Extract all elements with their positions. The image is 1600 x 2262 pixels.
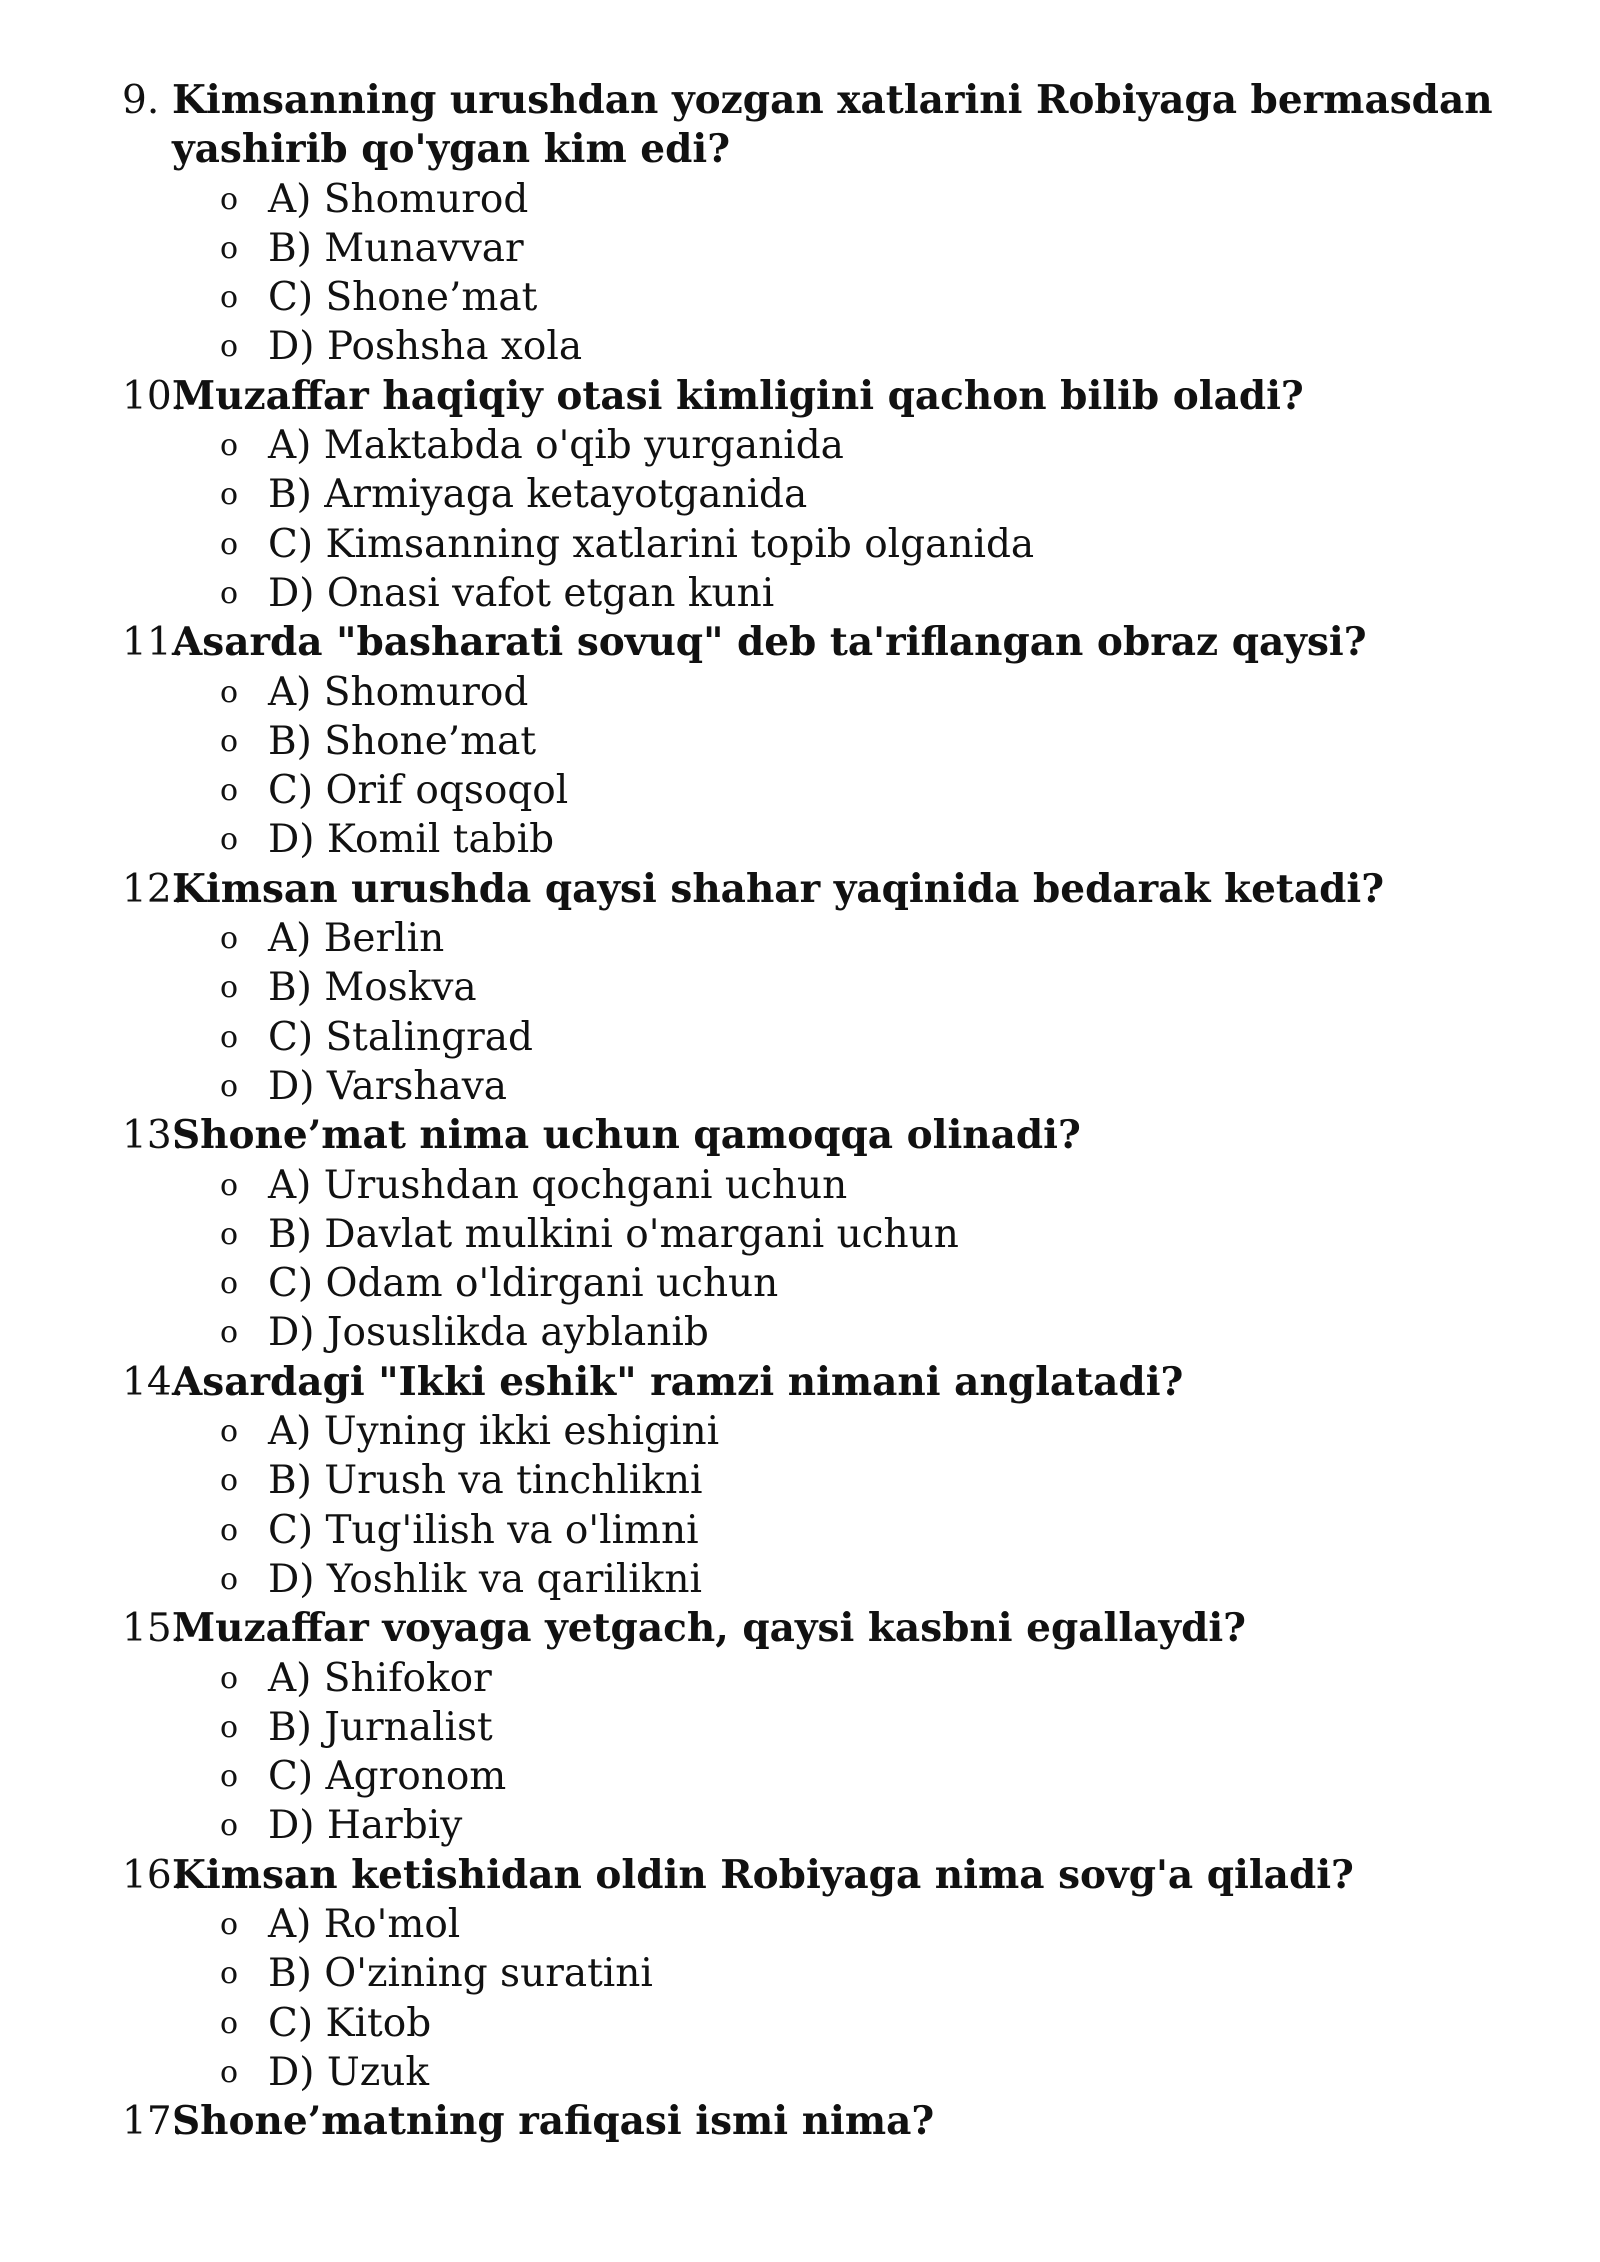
- answer-option: [0, 1407, 1600, 1456]
- question-line: [0, 1358, 1600, 1407]
- circle-bullet-icon: o: [220, 921, 239, 957]
- question-item: [0, 372, 1600, 618]
- question-line: [0, 865, 1600, 914]
- question-item: [0, 76, 1600, 372]
- circle-bullet-icon: o: [220, 1315, 239, 1351]
- answer-option-text: D) Harbiy: [268, 1803, 463, 1849]
- answer-option: [0, 1456, 1600, 1505]
- answer-option-text: A) Ro'mol: [268, 1901, 461, 1947]
- answer-option-text: D) Varshava: [268, 1063, 508, 1109]
- circle-bullet-icon: o: [220, 1167, 239, 1203]
- answer-option: [0, 1210, 1600, 1259]
- answer-option-text: C) Kimsanning xatlarini topib olganida: [268, 521, 1035, 567]
- answer-option-text: C) Agronom: [268, 1754, 507, 1800]
- question-number: 9.: [122, 78, 160, 123]
- question-text: Shone’matning rafiqasi ismi nima?: [172, 2098, 935, 2145]
- question-item: [0, 2097, 1600, 2146]
- question-line: [0, 1851, 1600, 1900]
- answer-option-text: B) O'zining suratini: [268, 1951, 653, 1997]
- circle-bullet-icon: o: [220, 1906, 239, 1942]
- answer-option-text: B) Armiyaga ketayotganida: [268, 472, 808, 518]
- circle-bullet-icon: o: [220, 970, 239, 1006]
- circle-bullet-icon: o: [220, 1019, 239, 1055]
- answer-option: [0, 1801, 1600, 1850]
- answer-option-text: C) Tug'ilish va o'limni: [268, 1507, 699, 1553]
- circle-bullet-icon: o: [220, 1266, 239, 1302]
- circle-bullet-icon: o: [220, 1709, 239, 1745]
- answer-option: [0, 175, 1600, 224]
- circle-bullet-icon: o: [220, 181, 239, 217]
- question-number: 17.: [122, 2099, 185, 2145]
- circle-bullet-icon: o: [220, 822, 239, 858]
- answer-option: [0, 520, 1600, 569]
- circle-bullet-icon: o: [220, 1660, 239, 1696]
- circle-bullet-icon: o: [220, 1068, 239, 1104]
- question-text: Asardagi "Ikki eshik" ramzi nimani anglatadi?: [172, 1358, 1184, 1405]
- circle-bullet-icon: o: [220, 1463, 239, 1499]
- question-line: [0, 2097, 1600, 2146]
- answer-option-text: D) Yoshlik va qarilikni: [268, 1556, 703, 1602]
- answer-option-text: A) Uyning ikki eshigini: [268, 1409, 720, 1455]
- answer-option-text: A) Maktabda o'qib yurganida: [268, 423, 844, 469]
- circle-bullet-icon: o: [220, 230, 239, 266]
- circle-bullet-icon: o: [220, 428, 239, 464]
- circle-bullet-icon: o: [220, 329, 239, 365]
- question-list: [0, 76, 1600, 2146]
- answer-option-text: A) Shomurod: [268, 669, 529, 715]
- circle-bullet-icon: o: [220, 674, 239, 710]
- circle-bullet-icon: o: [220, 1956, 239, 1992]
- answer-option: [0, 1259, 1600, 1308]
- answer-option-text: C) Shone’mat: [268, 275, 538, 321]
- answer-option-text: B) Urush va tinchlikni: [268, 1458, 703, 1504]
- answer-option-text: A) Berlin: [268, 916, 445, 962]
- answer-option: [0, 322, 1600, 371]
- answer-option: [0, 1062, 1600, 1111]
- question-text: Asarda "basharati sovuq" deb ta'riflangan obraz qaysi?: [172, 619, 1367, 666]
- circle-bullet-icon: o: [220, 280, 239, 316]
- circle-bullet-icon: o: [220, 2005, 239, 2041]
- answer-option: [0, 224, 1600, 273]
- answer-option-text: B) Munavvar: [268, 225, 524, 271]
- answer-option-text: C) Stalingrad: [268, 1014, 533, 1060]
- answer-option: [0, 1752, 1600, 1801]
- question-number: 12.: [122, 866, 185, 912]
- question-text: Muzaffar voyaga yetgach, qaysi kasbni egallaydi?: [172, 1605, 1247, 1652]
- answer-option-text: C) Orif oqsoqol: [268, 768, 569, 814]
- answer-option-text: D) Poshsha xola: [268, 324, 583, 370]
- answer-option-text: D) Uzuk: [268, 2049, 430, 2095]
- question-item: [0, 1111, 1600, 1357]
- answer-option: [0, 1308, 1600, 1357]
- answer-option-text: A) Shomurod: [268, 176, 529, 222]
- answer-option-text: A) Shifokor: [268, 1655, 492, 1701]
- answer-option: [0, 1555, 1600, 1604]
- question-item: [0, 865, 1600, 1111]
- answer-option-text: B) Davlat mulkini o'margani uchun: [268, 1211, 959, 1257]
- question-number: 11.: [122, 620, 185, 666]
- question-number: 15.: [122, 1606, 185, 1652]
- answer-option: [0, 1949, 1600, 1998]
- question-text: Kimsan ketishidan oldin Robiyaga nima sovg'a qiladi?: [172, 1851, 1354, 1898]
- question-item: [0, 618, 1600, 864]
- question-number: 16.: [122, 1852, 185, 1898]
- answer-option: [0, 766, 1600, 815]
- question-item: [0, 1851, 1600, 2097]
- answer-option: [0, 1161, 1600, 1210]
- question-line: [0, 1604, 1600, 1653]
- answer-option-text: D) Josuslikda ayblanib: [268, 1310, 709, 1356]
- question-line: [0, 372, 1600, 421]
- circle-bullet-icon: o: [220, 526, 239, 562]
- circle-bullet-icon: o: [220, 1414, 239, 1450]
- circle-bullet-icon: o: [220, 575, 239, 611]
- circle-bullet-icon: o: [220, 477, 239, 513]
- question-item: [0, 1604, 1600, 1850]
- question-number: 10.: [122, 373, 185, 419]
- answer-option: [0, 815, 1600, 864]
- circle-bullet-icon: o: [220, 1512, 239, 1548]
- answer-option: [0, 1703, 1600, 1752]
- answer-option: [0, 470, 1600, 519]
- answer-option-text: D) Onasi vafot etgan kuni: [268, 570, 775, 616]
- answer-option: [0, 1900, 1600, 1949]
- answer-option: [0, 2048, 1600, 2097]
- circle-bullet-icon: o: [220, 1759, 239, 1795]
- answer-option: [0, 717, 1600, 766]
- question-item: [0, 1358, 1600, 1604]
- question-line: [0, 76, 1600, 175]
- question-number: 13.: [122, 1113, 185, 1159]
- answer-option-text: B) Moskva: [268, 965, 477, 1011]
- answer-option: [0, 914, 1600, 963]
- question-number: 14.: [122, 1359, 185, 1405]
- answer-option-text: B) Jurnalist: [268, 1704, 493, 1750]
- question-text: Shone’mat nima uchun qamoqqa olinadi?: [172, 1112, 1081, 1159]
- answer-option: [0, 668, 1600, 717]
- answer-option-text: C) Odam o'ldirgani uchun: [268, 1261, 779, 1307]
- circle-bullet-icon: o: [220, 1808, 239, 1844]
- answer-option-text: A) Urushdan qochgani uchun: [268, 1162, 848, 1208]
- answer-option: [0, 421, 1600, 470]
- circle-bullet-icon: o: [220, 1561, 239, 1597]
- answer-option: [0, 273, 1600, 322]
- circle-bullet-icon: o: [220, 1216, 239, 1252]
- question-line: [0, 618, 1600, 667]
- circle-bullet-icon: o: [220, 2054, 239, 2090]
- answer-option: [0, 569, 1600, 618]
- circle-bullet-icon: o: [220, 773, 239, 809]
- question-text: Kimsanning urushdan yozgan xatlarini Robiyaga bermasdan yashirib qo'ygan kim edi?: [172, 77, 1493, 173]
- answer-option-text: B) Shone’mat: [268, 718, 537, 764]
- question-line: [0, 1111, 1600, 1160]
- question-text: Kimsan urushda qaysi shahar yaqinida bedarak ketadi?: [172, 865, 1385, 912]
- circle-bullet-icon: o: [220, 723, 239, 759]
- answer-option: [0, 1999, 1600, 2048]
- answer-option-text: C) Kitob: [268, 2000, 432, 2046]
- answer-option: [0, 1506, 1600, 1555]
- answer-option: [0, 1013, 1600, 1062]
- answer-option: [0, 1654, 1600, 1703]
- answer-option-text: D) Komil tabib: [268, 817, 555, 863]
- answer-option: [0, 963, 1600, 1012]
- question-text: Muzaffar haqiqiy otasi kimligini qachon bilib oladi?: [172, 372, 1304, 419]
